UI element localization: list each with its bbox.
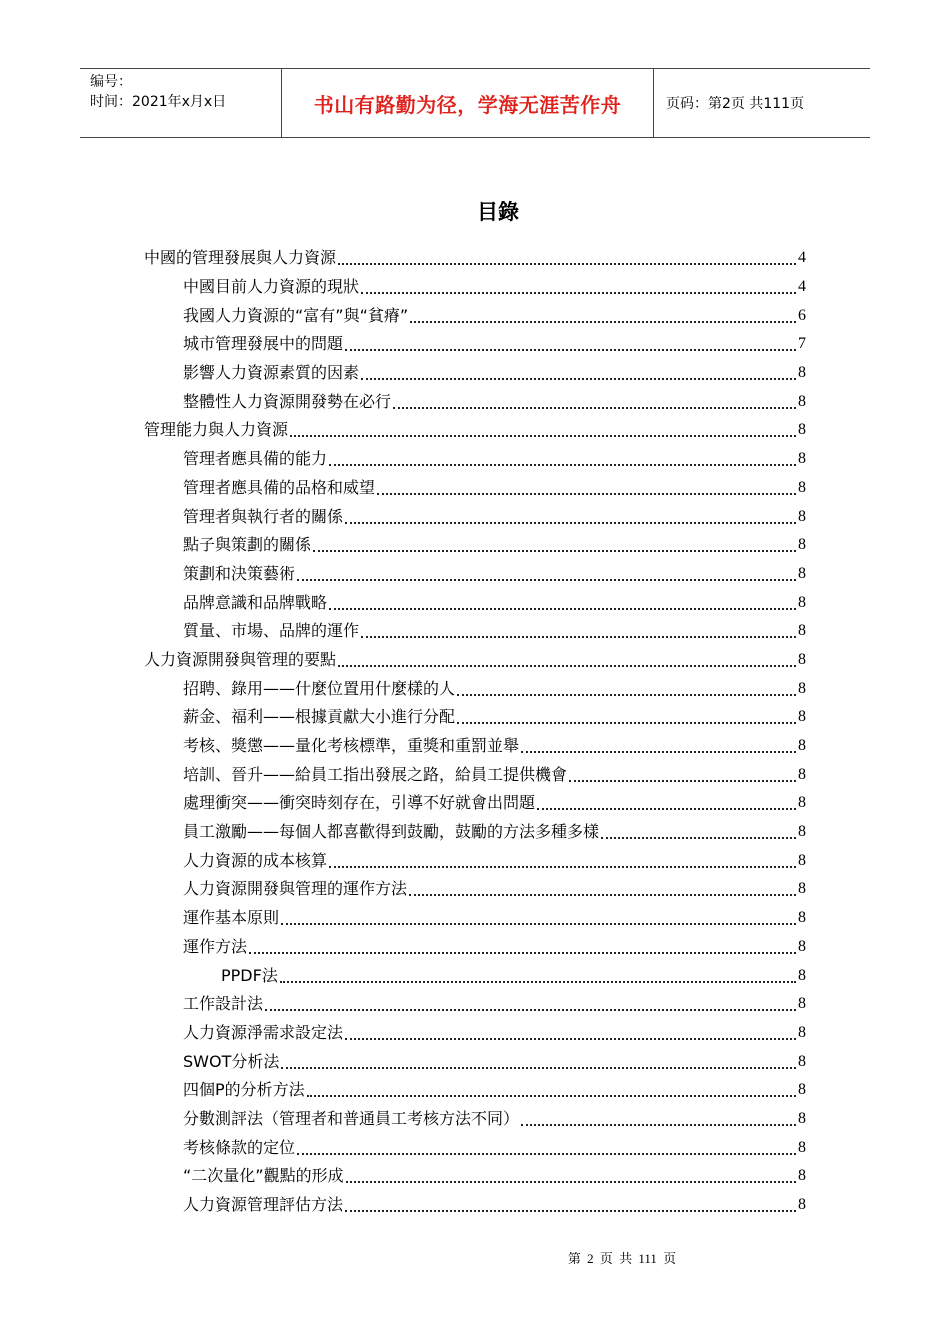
toc-entry-title: 點子與策劃的關係: [183, 535, 312, 555]
toc-entry[interactable]: [144, 588, 806, 617]
toc-dot-leader: [249, 952, 796, 954]
toc-entry-page: 8: [798, 1109, 806, 1127]
toc-dot-leader: [297, 579, 796, 581]
toc-entry-title: 考核條款的定位: [183, 1137, 296, 1157]
toc-entry-page: 8: [798, 1052, 806, 1070]
toc-entry-page: 8: [798, 1167, 806, 1185]
toc-dot-leader: [457, 694, 796, 696]
toc-entry[interactable]: [144, 416, 806, 445]
toc-entry-page: 8: [798, 622, 806, 640]
page-footer: 第 2 页 共 111 页: [567, 1251, 677, 1266]
toc-entry-page: 8: [798, 536, 806, 554]
toc-entry[interactable]: [144, 846, 806, 875]
toc-entry-title: 我國人力資源的“富有”與“貧瘠”: [183, 305, 409, 325]
toc-entry-page: 8: [798, 851, 806, 869]
toc-entry-title: 薪金、福利——根據貢獻大小進行分配: [183, 707, 456, 727]
header-motto: 书山有路勤为径，学海无涯苦作舟: [282, 69, 654, 137]
toc-entry[interactable]: [144, 1162, 806, 1191]
toc-entry[interactable]: [144, 387, 806, 416]
toc-dot-leader: [601, 837, 796, 839]
toc-dot-leader: [361, 378, 796, 380]
toc-entry-title: 人力資源管理評估方法: [183, 1195, 344, 1215]
toc-dot-leader: [290, 435, 796, 437]
toc-entry[interactable]: [144, 474, 806, 503]
header-date: 时间：2021年x月x日: [90, 94, 227, 110]
toc-entry[interactable]: [144, 531, 806, 560]
toc-entry-title: 運作方法: [183, 936, 248, 956]
toc-entry[interactable]: [144, 703, 806, 732]
toc-dot-leader: [281, 1067, 796, 1069]
toc-dot-leader: [457, 722, 796, 724]
toc-entry-page: 8: [798, 564, 806, 582]
toc-dot-leader: [345, 522, 796, 524]
toc-entry-page: 8: [798, 1023, 806, 1041]
toc-entry[interactable]: [144, 1047, 806, 1076]
toc-entry[interactable]: [144, 760, 806, 789]
toc-entry-title: PPDF法: [221, 965, 278, 985]
toc-dot-leader: [345, 1038, 796, 1040]
toc-entry[interactable]: [144, 617, 806, 646]
toc-entry-title: 招聘、錄用——什麼位置用什麼樣的人: [183, 678, 456, 698]
toc-entry-page: 8: [798, 679, 806, 697]
toc-entry[interactable]: [144, 1133, 806, 1162]
toc-entry-page: 8: [798, 737, 806, 755]
toc-entry-title: SWOT分析法: [183, 1051, 280, 1071]
header-page-info: 页码：第2页 共111页: [666, 96, 805, 112]
toc-dot-leader: [313, 550, 796, 552]
toc-entry-page: 6: [798, 306, 806, 324]
table-of-contents: [144, 244, 806, 1219]
toc-dot-leader: [297, 1153, 796, 1155]
toc-entry[interactable]: [144, 732, 806, 761]
toc-entry-page: 8: [798, 909, 806, 927]
toc-entry-title: “二次量化”觀點的形成: [183, 1166, 344, 1186]
toc-entry-title: 培訓、晉升——給員工指出發展之路，給員工提供機會: [183, 764, 568, 784]
toc-entry-page: 8: [798, 794, 806, 812]
toc-entry-page: 8: [798, 937, 806, 955]
toc-dot-leader: [569, 780, 796, 782]
toc-entry-title: 人力資源的成本核算: [183, 850, 328, 870]
toc-entry[interactable]: [144, 789, 806, 818]
toc-entry[interactable]: [144, 990, 806, 1019]
toc-dot-leader: [377, 493, 796, 495]
toc-entry-title: 整體性人力資源開發勢在必行: [183, 391, 392, 411]
toc-dot-leader: [361, 292, 796, 294]
toc-dot-leader: [521, 1124, 796, 1126]
toc-entry-page: 8: [798, 995, 806, 1013]
toc-entry-page: 8: [798, 1138, 806, 1156]
toc-entry[interactable]: [144, 674, 806, 703]
toc-title: 目錄: [477, 200, 519, 224]
toc-entry[interactable]: [144, 875, 806, 904]
toc-dot-leader: [521, 751, 796, 753]
toc-entry-title: 人力資源開發與管理的要點: [144, 649, 337, 669]
toc-entry-title: 品牌意識和品牌戰略: [183, 592, 328, 612]
toc-entry-title: 處理衝突——衝突時刻存在，引導不好就會出問題: [183, 793, 536, 813]
toc-entry-title: 管理能力與人力資源: [144, 420, 289, 440]
toc-entry[interactable]: [144, 301, 806, 330]
toc-entry[interactable]: [144, 818, 806, 847]
toc-entry-page: 7: [798, 335, 806, 353]
toc-entry[interactable]: [144, 502, 806, 531]
toc-entry-page: 8: [798, 507, 806, 525]
toc-dot-leader: [338, 665, 796, 667]
toc-dot-leader: [346, 1181, 796, 1183]
toc-entry-title: 工作設計法: [183, 994, 264, 1014]
toc-entry-title: 中國的管理發展與人力資源: [144, 248, 337, 268]
toc-entry[interactable]: [144, 445, 806, 474]
toc-entry-page: 8: [798, 708, 806, 726]
toc-dot-leader: [281, 923, 796, 925]
toc-entry-page: 8: [798, 1081, 806, 1099]
toc-entry-title: 影響人力資源素質的因素: [183, 363, 360, 383]
toc-dot-leader: [329, 866, 796, 868]
toc-entry-page: 8: [798, 364, 806, 382]
toc-entry-title: 分數測評法（管理者和普通員工考核方法不同）: [183, 1108, 520, 1128]
page-header: [80, 68, 870, 138]
toc-entry-page: 8: [798, 421, 806, 439]
toc-dot-leader: [361, 636, 796, 638]
toc-entry-title: 質量、市場、品牌的運作: [183, 621, 360, 641]
toc-entry-page: 8: [798, 478, 806, 496]
toc-entry-page: 4: [798, 249, 806, 267]
toc-entry-page: 8: [798, 823, 806, 841]
toc-entry[interactable]: [144, 961, 806, 990]
toc-entry-title: 運作基本原則: [183, 908, 280, 928]
toc-entry-page: 8: [798, 593, 806, 611]
toc-entry-title: 策劃和決策藝術: [183, 563, 296, 583]
toc-dot-leader: [280, 981, 796, 983]
toc-entry-title: 人力資源開發與管理的運作方法: [183, 879, 408, 899]
toc-dot-leader: [329, 608, 796, 610]
toc-entry[interactable]: [144, 1019, 806, 1048]
toc-entry[interactable]: [144, 646, 806, 675]
toc-entry[interactable]: [144, 1076, 806, 1105]
toc-entry-title: 中國目前人力資源的現狀: [183, 277, 360, 297]
toc-entry-title: 城市管理發展中的問題: [183, 334, 344, 354]
toc-dot-leader: [537, 808, 796, 810]
toc-entry-page: 4: [798, 278, 806, 296]
toc-entry-page: 8: [798, 966, 806, 984]
toc-dot-leader: [393, 407, 796, 409]
toc-entry-title: 考核、獎懲——量化考核標準，重獎和重罰並舉: [183, 736, 520, 756]
toc-entry[interactable]: [144, 244, 806, 273]
toc-dot-leader: [265, 1009, 796, 1011]
toc-entry-page: 8: [798, 392, 806, 410]
toc-entry[interactable]: [144, 330, 806, 359]
toc-entry-title: 管理者應具備的品格和威望: [183, 477, 376, 497]
toc-entry-title: 四個P的分析方法: [183, 1080, 305, 1100]
toc-entry-page: 8: [798, 880, 806, 898]
toc-dot-leader: [338, 263, 796, 265]
toc-entry[interactable]: [144, 273, 806, 302]
toc-dot-leader: [410, 321, 796, 323]
toc-entry[interactable]: [144, 1105, 806, 1134]
toc-entry-title: 管理者應具備的能力: [183, 449, 328, 469]
toc-entry-title: 員工激勵——每個人都喜歡得到鼓勵，鼓勵的方法多種多樣: [183, 822, 600, 842]
toc-dot-leader: [345, 1210, 796, 1212]
toc-entry[interactable]: [144, 359, 806, 388]
toc-dot-leader: [307, 1095, 796, 1097]
toc-entry[interactable]: [144, 933, 806, 962]
toc-dot-leader: [329, 464, 796, 466]
toc-entry-title: 人力資源淨需求設定法: [183, 1022, 344, 1042]
toc-dot-leader: [409, 894, 796, 896]
toc-entry[interactable]: [144, 560, 806, 589]
toc-entry-title: 管理者與執行者的關係: [183, 506, 344, 526]
toc-entry-page: 8: [798, 650, 806, 668]
toc-entry[interactable]: [144, 1191, 806, 1220]
toc-dot-leader: [345, 349, 796, 351]
toc-entry-page: 8: [798, 450, 806, 468]
toc-entry-page: 8: [798, 1196, 806, 1214]
header-number-label: 编号：: [90, 74, 132, 90]
header-meta: [80, 69, 282, 137]
toc-entry-page: 8: [798, 765, 806, 783]
toc-entry[interactable]: [144, 904, 806, 933]
